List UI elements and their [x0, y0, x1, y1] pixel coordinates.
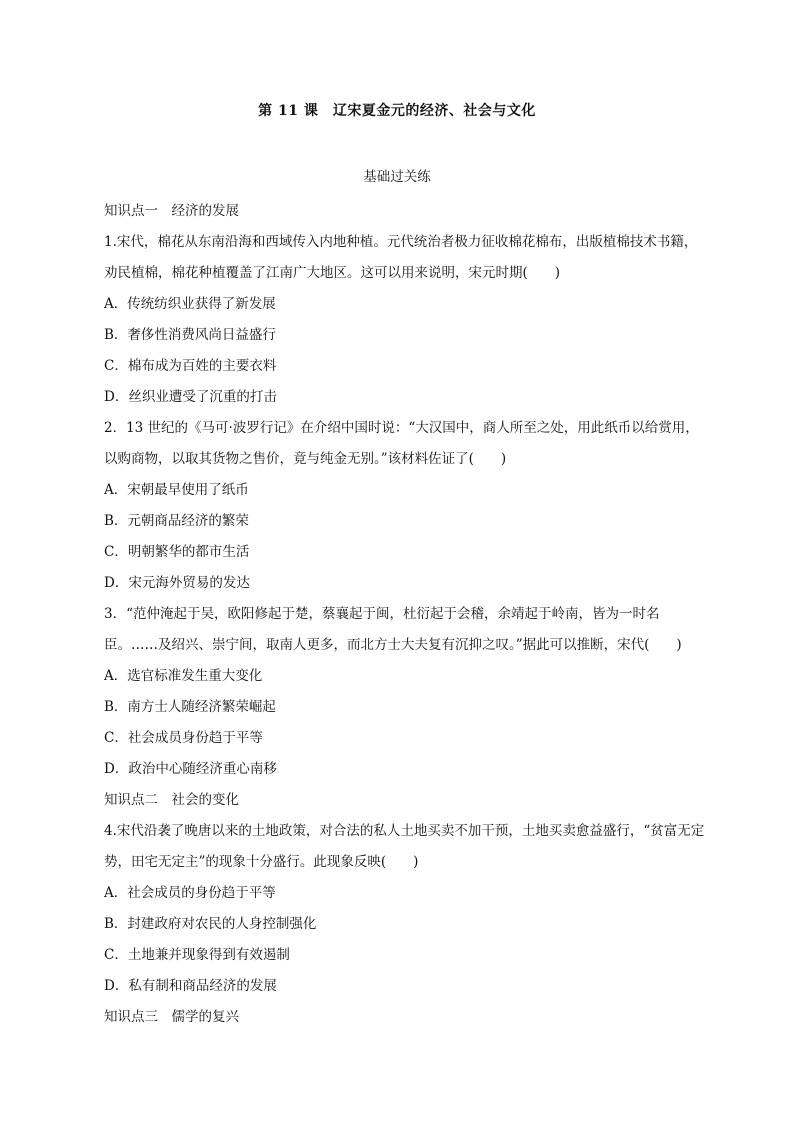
question-4 [104, 816, 724, 1002]
page-title: 第 11 课 辽宋夏金元的经济、社会与文化 [258, 103, 536, 119]
option-d: D．宋元海外贸易的发达 [104, 575, 250, 591]
option-a: A．宋朝最早使用了纸币 [104, 482, 249, 498]
question-stem-line: 以购商物，以取其货物之售价，竟与纯金无别。”该材料佐证了( ) [104, 451, 507, 467]
option-c: C．棉布成为百姓的主要衣料 [104, 358, 277, 374]
option-b: B．南方士人随经济繁荣崛起 [104, 699, 276, 715]
option-c: C．社会成员身份趋于平等 [104, 730, 263, 746]
option-a: A．传统纺织业获得了新发展 [104, 296, 276, 312]
question-stem-line: 3．“范仲淹起于吴，欧阳修起于楚，蔡襄起于闽，杜衍起于会稽，余靖起于岭南，皆为一时名 [104, 606, 660, 622]
question-stem-line: 势，田宅无定主”的现象十分盛行。此现象反映( ) [104, 854, 419, 870]
question-stem-line: 劝民植棉，棉花种植覆盖了江南广大地区。这可以用来说明，宋元时期( ) [104, 265, 561, 281]
question-2 [104, 413, 724, 599]
section-heading-economy: 知识点一 经济的发展 [104, 203, 239, 219]
option-c: C．明朝繁华的都市生活 [104, 544, 250, 560]
question-stem-line: 2．13 世纪的《马可·波罗行记》在介绍中国时说：“大汉国中，商人所至之处，用此纸币以给赏用， [104, 420, 699, 436]
section-heading-confucianism: 知识点三 儒学的复兴 [104, 1009, 239, 1025]
page-subtitle: 基础过关练 [363, 169, 431, 185]
question-stem-line: 1.宋代，棉花从东南沿海和西域传入内地种植。元代统治者极力征收棉花棉布，出版植棉技术书籍， [104, 234, 698, 250]
option-d: D．丝织业遭受了沉重的打击 [104, 389, 277, 405]
question-stem-line: 臣。……及绍兴、崇宁间，取南人更多，而北方士大夫复有沉抑之叹。”据此可以推断，宋代( ) [104, 637, 682, 653]
option-d: D．政治中心随经济重心南移 [104, 761, 277, 777]
question-stem-line: 4.宋代沿袭了晚唐以来的土地政策，对合法的私人土地买卖不加干预，土地买卖愈益盛行，“贫富无定 [104, 823, 705, 839]
option-b: B．元朝商品经济的繁荣 [104, 513, 249, 529]
option-c: C．土地兼并现象得到有效遏制 [104, 947, 290, 963]
option-b: B．奢侈性消费风尚日益盛行 [104, 327, 276, 343]
option-a: A．选官标准发生重大变化 [104, 668, 263, 684]
question-3 [104, 599, 724, 785]
option-b: B．封建政府对农民的人身控制强化 [104, 916, 317, 932]
option-a: A．社会成员的身份趋于平等 [104, 885, 276, 901]
option-d: D．私有制和商品经济的发展 [104, 978, 277, 994]
section-heading-society: 知识点二 社会的变化 [104, 792, 239, 808]
document-body [104, 196, 724, 1033]
question-1 [104, 227, 724, 413]
